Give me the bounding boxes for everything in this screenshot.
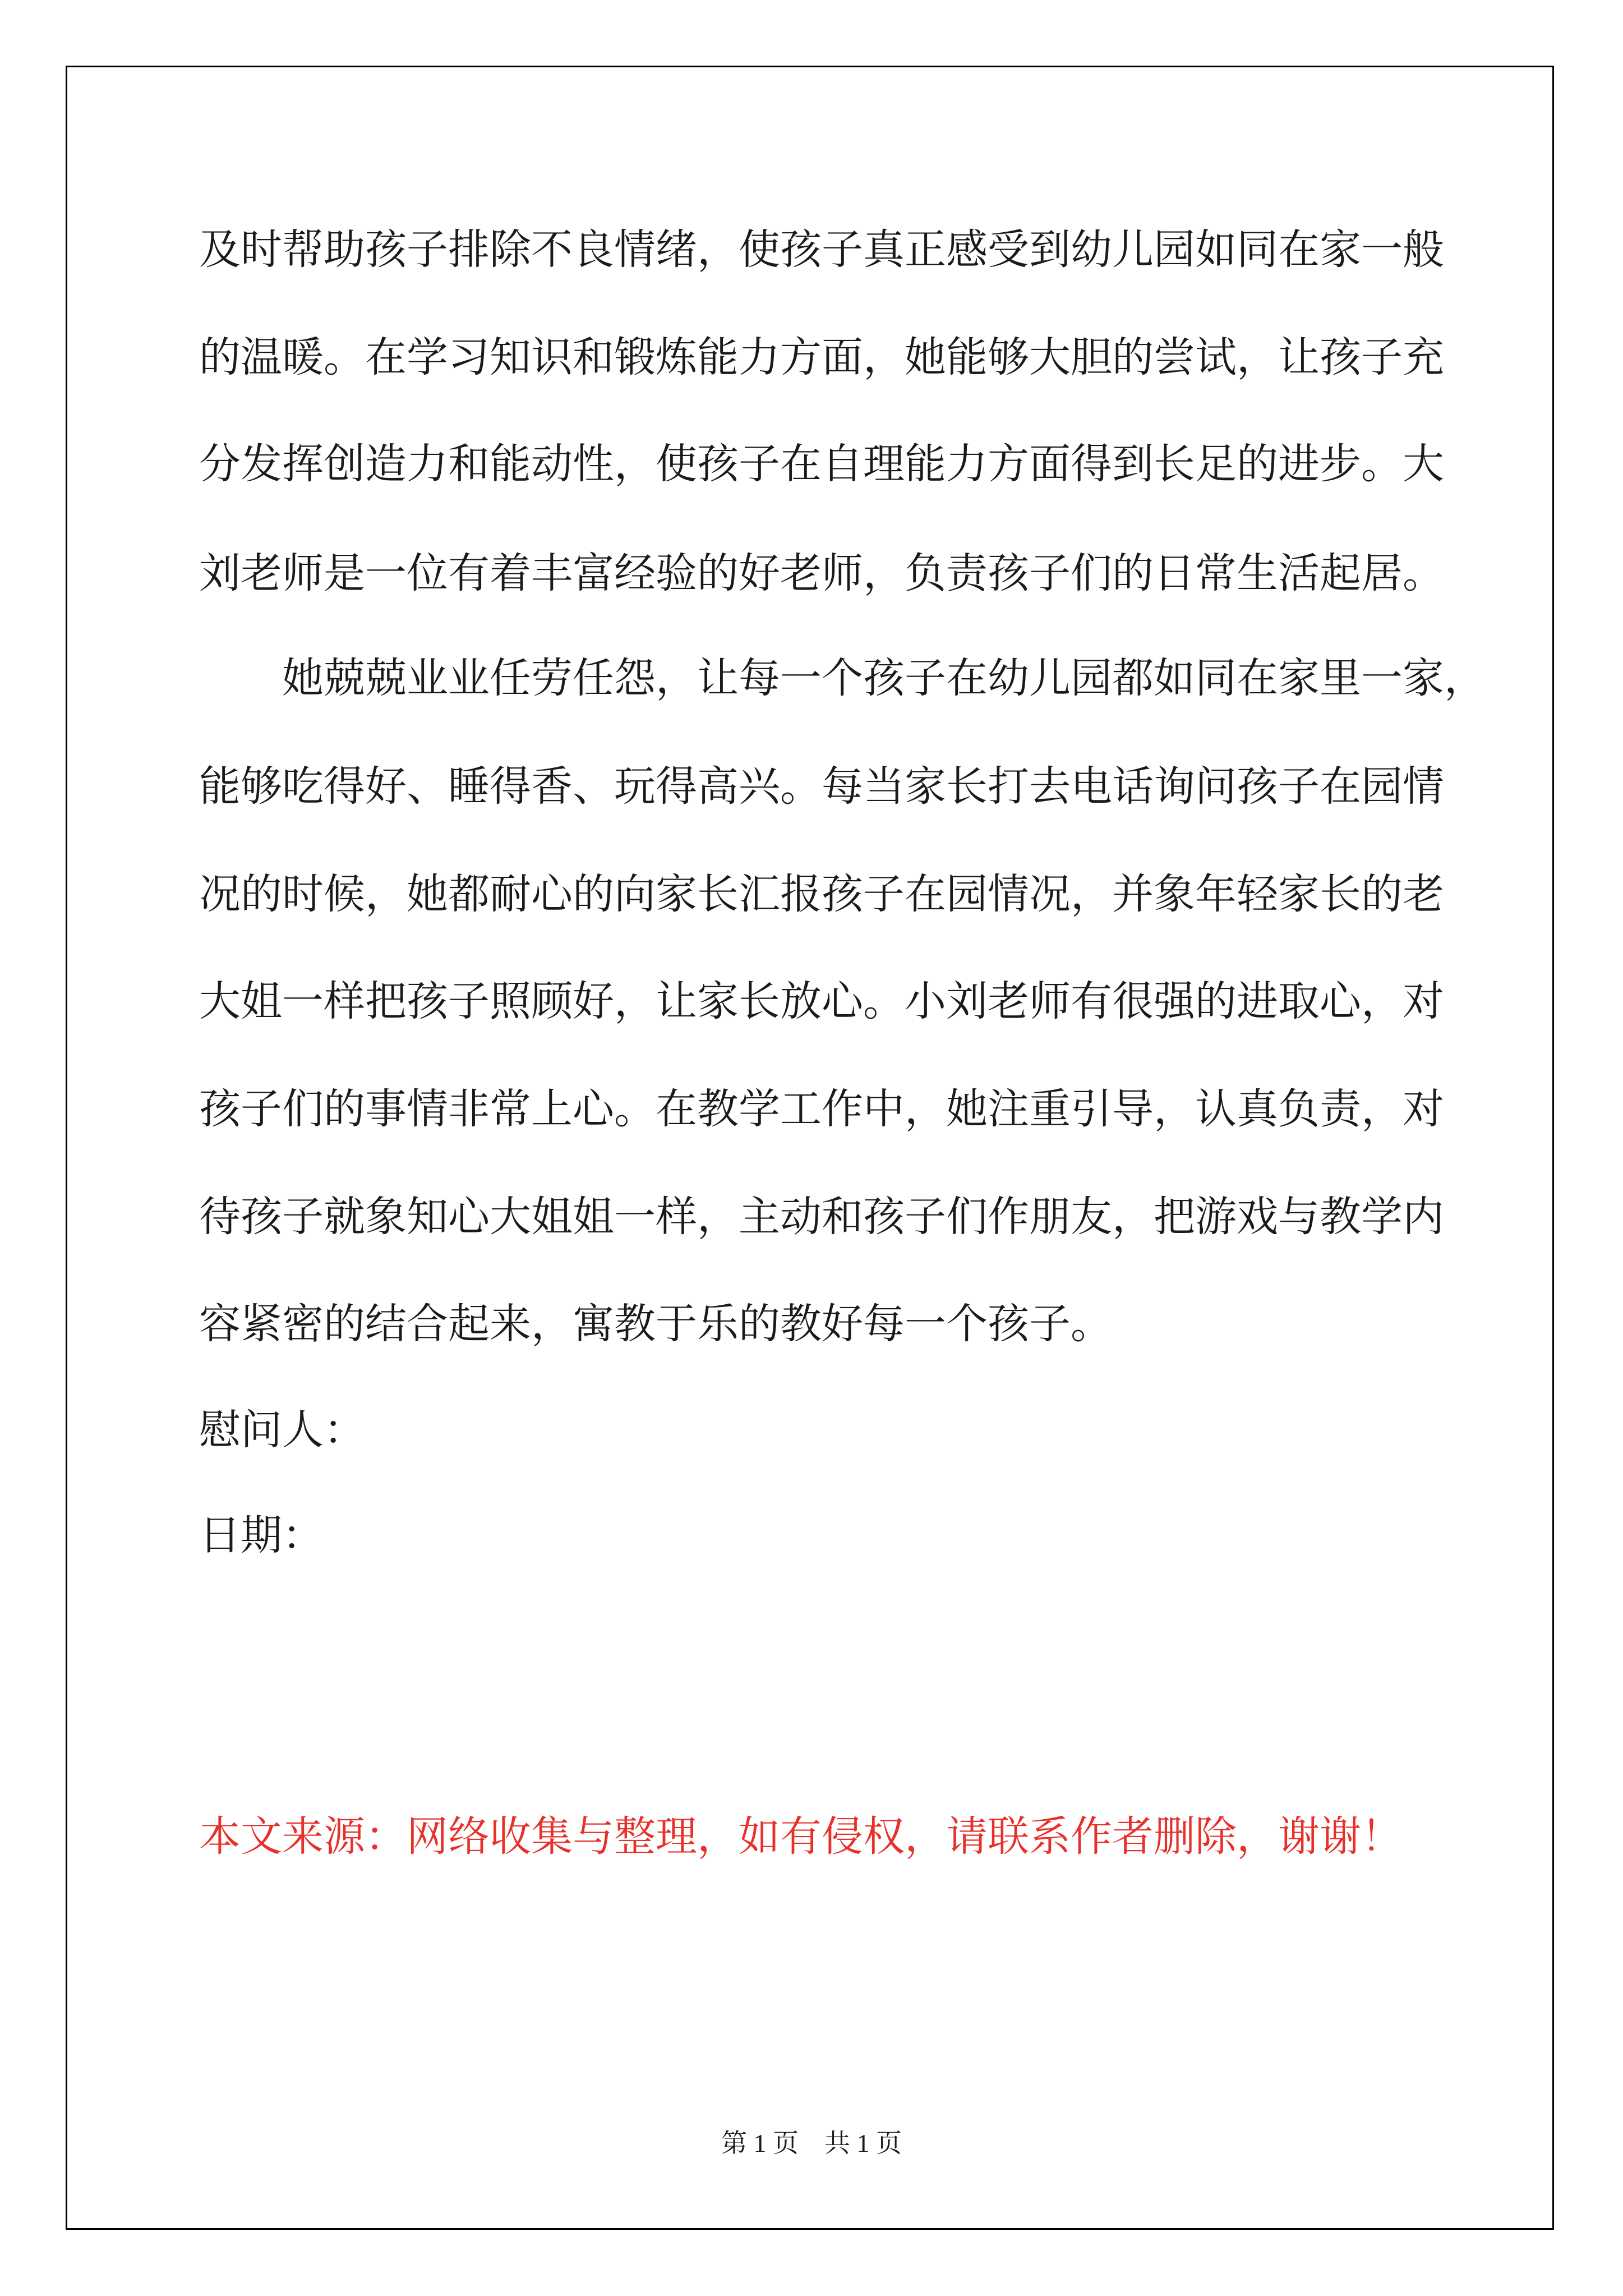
body-line-8: 大姐一样把孩子照顾好，让家长放心。小刘老师有很强的进取心，对 [199,977,1444,1025]
signatory-label: 慰问人： [199,1406,365,1454]
body-line-5: 她兢兢业业任劳任怨，让每一个孩子在幼儿园都如同在家里一家， [199,654,1486,702]
body-line-10: 待孩子就象知心大姐姐一样，主动和孩子们作朋友，把游戏与教学内 [199,1193,1444,1241]
body-line-2: 的温暖。在学习知识和锻炼能力方面，她能够大胆的尝试，让孩子充 [199,333,1444,381]
body-line-4: 刘老师是一位有着丰富经验的好老师，负责孩子们的日常生活起居。 [199,549,1444,597]
body-line-9: 孩子们的事情非常上心。在教学工作中，她注重引导，认真负责，对 [199,1085,1444,1133]
body-line-6: 能够吃得好、睡得香、玩得高兴。每当家长打去电话询问孩子在园情 [199,762,1444,811]
body-line-7: 况的时候，她都耐心的向家长汇报孩子在园情况，并象年轻家长的老 [199,870,1444,918]
page-border [66,66,1554,2230]
body-line-3: 分发挥创造力和能动性，使孩子在自理能力方面得到长足的进步。大 [199,440,1444,488]
body-line-1: 及时帮助孩子排除不良情绪，使孩子真正感受到幼儿园如同在家一般 [199,226,1444,274]
source-note: 本文来源：网络收集与整理，如有侵权，请联系作者删除，谢谢！ [199,1812,1403,1861]
body-line-11: 容紧密的结合起来，寓教于乐的教好每一个孩子。 [199,1300,1112,1348]
date-label: 日期： [199,1511,324,1559]
page-number: 第 1 页 共 1 页 [721,2129,902,2157]
